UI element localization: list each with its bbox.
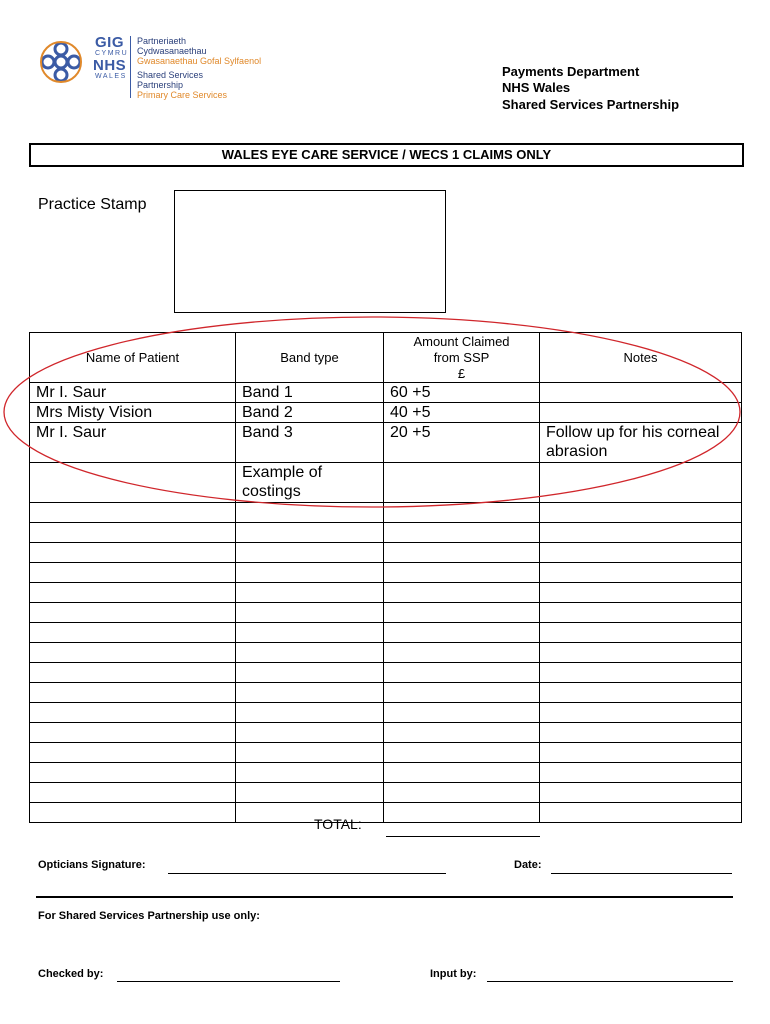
table-row bbox=[30, 783, 742, 803]
cell-band-type[interactable]: Example of costings bbox=[236, 463, 384, 503]
cell-patient-name[interactable]: Mrs Misty Vision bbox=[30, 403, 236, 423]
cell-band-type[interactable] bbox=[236, 783, 384, 803]
cell-patient-name[interactable] bbox=[30, 663, 236, 683]
logo-text-cydwasanaethau: Cydwasanaethau bbox=[137, 46, 207, 56]
practice-stamp-label: Practice Stamp bbox=[38, 196, 147, 213]
cell-patient-name[interactable] bbox=[30, 563, 236, 583]
cell-amount[interactable] bbox=[384, 803, 540, 823]
header-amount-line1: Amount Claimed bbox=[413, 333, 510, 349]
cell-notes[interactable] bbox=[540, 403, 742, 423]
cell-notes[interactable] bbox=[540, 783, 742, 803]
cell-amount[interactable] bbox=[384, 543, 540, 563]
date-label: Date: bbox=[514, 859, 542, 871]
cell-band-type[interactable] bbox=[236, 623, 384, 643]
logo-divider bbox=[130, 36, 131, 98]
cell-amount[interactable] bbox=[384, 503, 540, 523]
cell-patient-name[interactable] bbox=[30, 623, 236, 643]
table-row bbox=[30, 663, 742, 683]
cell-notes[interactable] bbox=[540, 663, 742, 683]
cell-patient-name[interactable] bbox=[30, 463, 236, 503]
cell-notes[interactable] bbox=[540, 463, 742, 503]
logo-cymru: CYMRU bbox=[95, 50, 129, 57]
header-notes: Notes bbox=[540, 333, 742, 383]
cell-band-type[interactable] bbox=[236, 543, 384, 563]
cell-notes[interactable] bbox=[540, 543, 742, 563]
section-divider bbox=[36, 896, 733, 898]
cell-amount[interactable] bbox=[384, 683, 540, 703]
cell-notes[interactable] bbox=[540, 523, 742, 543]
cell-amount[interactable] bbox=[384, 623, 540, 643]
cell-patient-name[interactable] bbox=[30, 583, 236, 603]
total-field[interactable] bbox=[386, 836, 540, 837]
header-amount-line3: £ bbox=[457, 365, 466, 381]
cell-band-type[interactable] bbox=[236, 503, 384, 523]
cell-amount[interactable] bbox=[384, 783, 540, 803]
cell-amount[interactable] bbox=[384, 643, 540, 663]
cell-band-type[interactable] bbox=[236, 563, 384, 583]
cell-amount[interactable] bbox=[384, 583, 540, 603]
table-header-row bbox=[30, 333, 742, 383]
input-by-label: Input by: bbox=[430, 968, 477, 980]
cell-notes[interactable] bbox=[540, 583, 742, 603]
cell-patient-name[interactable]: Mr I. Saur bbox=[30, 423, 236, 463]
cell-notes[interactable] bbox=[540, 763, 742, 783]
cell-notes[interactable] bbox=[540, 743, 742, 763]
cell-patient-name[interactable] bbox=[30, 803, 236, 823]
ssp-use-only-label: For Shared Services Partnership use only: bbox=[38, 910, 260, 922]
cell-amount[interactable] bbox=[384, 663, 540, 683]
table-row bbox=[30, 523, 742, 543]
cell-notes[interactable] bbox=[540, 643, 742, 663]
cell-notes[interactable] bbox=[540, 503, 742, 523]
cell-band-type[interactable] bbox=[236, 683, 384, 703]
table-row bbox=[30, 503, 742, 523]
practice-stamp-box[interactable] bbox=[174, 190, 446, 313]
cell-patient-name[interactable] bbox=[30, 643, 236, 663]
table-row bbox=[30, 583, 742, 603]
cell-amount[interactable] bbox=[384, 523, 540, 543]
opticians-signature-field[interactable] bbox=[168, 873, 446, 874]
form-title: WALES EYE CARE SERVICE / WECS 1 CLAIMS ONLY bbox=[29, 143, 744, 167]
cell-notes[interactable] bbox=[540, 383, 742, 403]
address-line-nhs-wales: NHS Wales bbox=[502, 80, 571, 95]
cell-amount[interactable] bbox=[384, 743, 540, 763]
cell-band-type[interactable] bbox=[236, 523, 384, 543]
cell-amount[interactable] bbox=[384, 703, 540, 723]
logo-wales: WALES bbox=[95, 73, 127, 80]
cell-amount[interactable] bbox=[384, 463, 540, 503]
cell-band-type[interactable] bbox=[236, 583, 384, 603]
cell-patient-name[interactable] bbox=[30, 523, 236, 543]
cell-notes[interactable] bbox=[540, 703, 742, 723]
table-row bbox=[30, 643, 742, 663]
address-line-ssp: Shared Services Partnership bbox=[502, 97, 680, 112]
cell-notes[interactable] bbox=[540, 723, 742, 743]
cell-patient-name[interactable] bbox=[30, 543, 236, 563]
cell-amount[interactable] bbox=[384, 563, 540, 583]
address-line-department: Payments Department bbox=[502, 64, 640, 79]
table-row bbox=[30, 703, 742, 723]
cell-amount[interactable]: 40 +5 bbox=[384, 403, 540, 423]
header-band-type: Band type bbox=[236, 333, 384, 383]
table-row bbox=[30, 803, 742, 823]
logo-text-primary-care: Primary Care Services bbox=[137, 90, 228, 100]
table-row bbox=[30, 423, 742, 463]
cell-notes[interactable]: Follow up for his corneal abrasion bbox=[540, 423, 742, 463]
cell-patient-name[interactable] bbox=[30, 743, 236, 763]
cell-patient-name[interactable] bbox=[30, 763, 236, 783]
cell-band-type[interactable] bbox=[236, 703, 384, 723]
cell-band-type[interactable] bbox=[236, 723, 384, 743]
checked-by-field[interactable] bbox=[117, 981, 340, 982]
cell-patient-name[interactable] bbox=[30, 503, 236, 523]
header-amount-line2: from SSP bbox=[433, 349, 490, 365]
table-row bbox=[30, 383, 742, 403]
cell-notes[interactable] bbox=[540, 803, 742, 823]
total-label: TOTAL: bbox=[314, 816, 362, 832]
opticians-signature-label: Opticians Signature: bbox=[38, 859, 146, 871]
logo-text-gwasanaethau: Gwasanaethau Gofal Sylfaenol bbox=[137, 56, 262, 66]
cell-patient-name[interactable] bbox=[30, 683, 236, 703]
header-amount-claimed bbox=[384, 333, 540, 383]
cell-band-type[interactable] bbox=[236, 763, 384, 783]
cell-band-type[interactable] bbox=[236, 603, 384, 623]
claims-table bbox=[29, 332, 742, 823]
cell-amount[interactable] bbox=[384, 603, 540, 623]
logo-text-shared-services: Shared Services bbox=[137, 70, 204, 80]
cell-amount[interactable] bbox=[384, 723, 540, 743]
table-row bbox=[30, 563, 742, 583]
cell-band-type[interactable] bbox=[236, 743, 384, 763]
logo-text-partnership: Partnership bbox=[137, 80, 184, 90]
date-field[interactable] bbox=[551, 873, 732, 874]
table-row bbox=[30, 403, 742, 423]
checked-by-label: Checked by: bbox=[38, 968, 104, 980]
input-by-field[interactable] bbox=[487, 981, 733, 982]
table-row bbox=[30, 603, 742, 623]
cell-amount[interactable] bbox=[384, 763, 540, 783]
table-row bbox=[30, 763, 742, 783]
table-row bbox=[30, 463, 742, 503]
cell-band-type[interactable]: Band 1 bbox=[236, 383, 384, 403]
table-row bbox=[30, 543, 742, 563]
header-name-of-patient: Name of Patient bbox=[30, 333, 236, 383]
cell-notes[interactable] bbox=[540, 683, 742, 703]
empty-rows-group bbox=[30, 503, 742, 823]
table-row bbox=[30, 723, 742, 743]
cell-notes[interactable] bbox=[540, 563, 742, 583]
cell-amount[interactable]: 20 +5 bbox=[384, 423, 540, 463]
cell-notes[interactable] bbox=[540, 603, 742, 623]
cell-notes[interactable] bbox=[540, 623, 742, 643]
table-row bbox=[30, 683, 742, 703]
cell-patient-name[interactable] bbox=[30, 603, 236, 623]
cell-patient-name[interactable] bbox=[30, 783, 236, 803]
logo-nhs: NHS bbox=[93, 57, 127, 74]
cell-amount[interactable]: 60 +5 bbox=[384, 383, 540, 403]
cell-band-type[interactable]: Band 2 bbox=[236, 403, 384, 423]
table-row bbox=[30, 623, 742, 643]
table-row bbox=[30, 743, 742, 763]
cell-band-type[interactable] bbox=[236, 643, 384, 663]
cell-patient-name[interactable] bbox=[30, 723, 236, 743]
cell-band-type[interactable] bbox=[236, 663, 384, 683]
logo-gig: GIG bbox=[95, 34, 125, 51]
logo-text-partneriaeth: Partneriaeth bbox=[137, 36, 187, 46]
cell-patient-name[interactable] bbox=[30, 703, 236, 723]
cell-band-type[interactable]: Band 3 bbox=[236, 423, 384, 463]
cell-patient-name[interactable]: Mr I. Saur bbox=[30, 383, 236, 403]
